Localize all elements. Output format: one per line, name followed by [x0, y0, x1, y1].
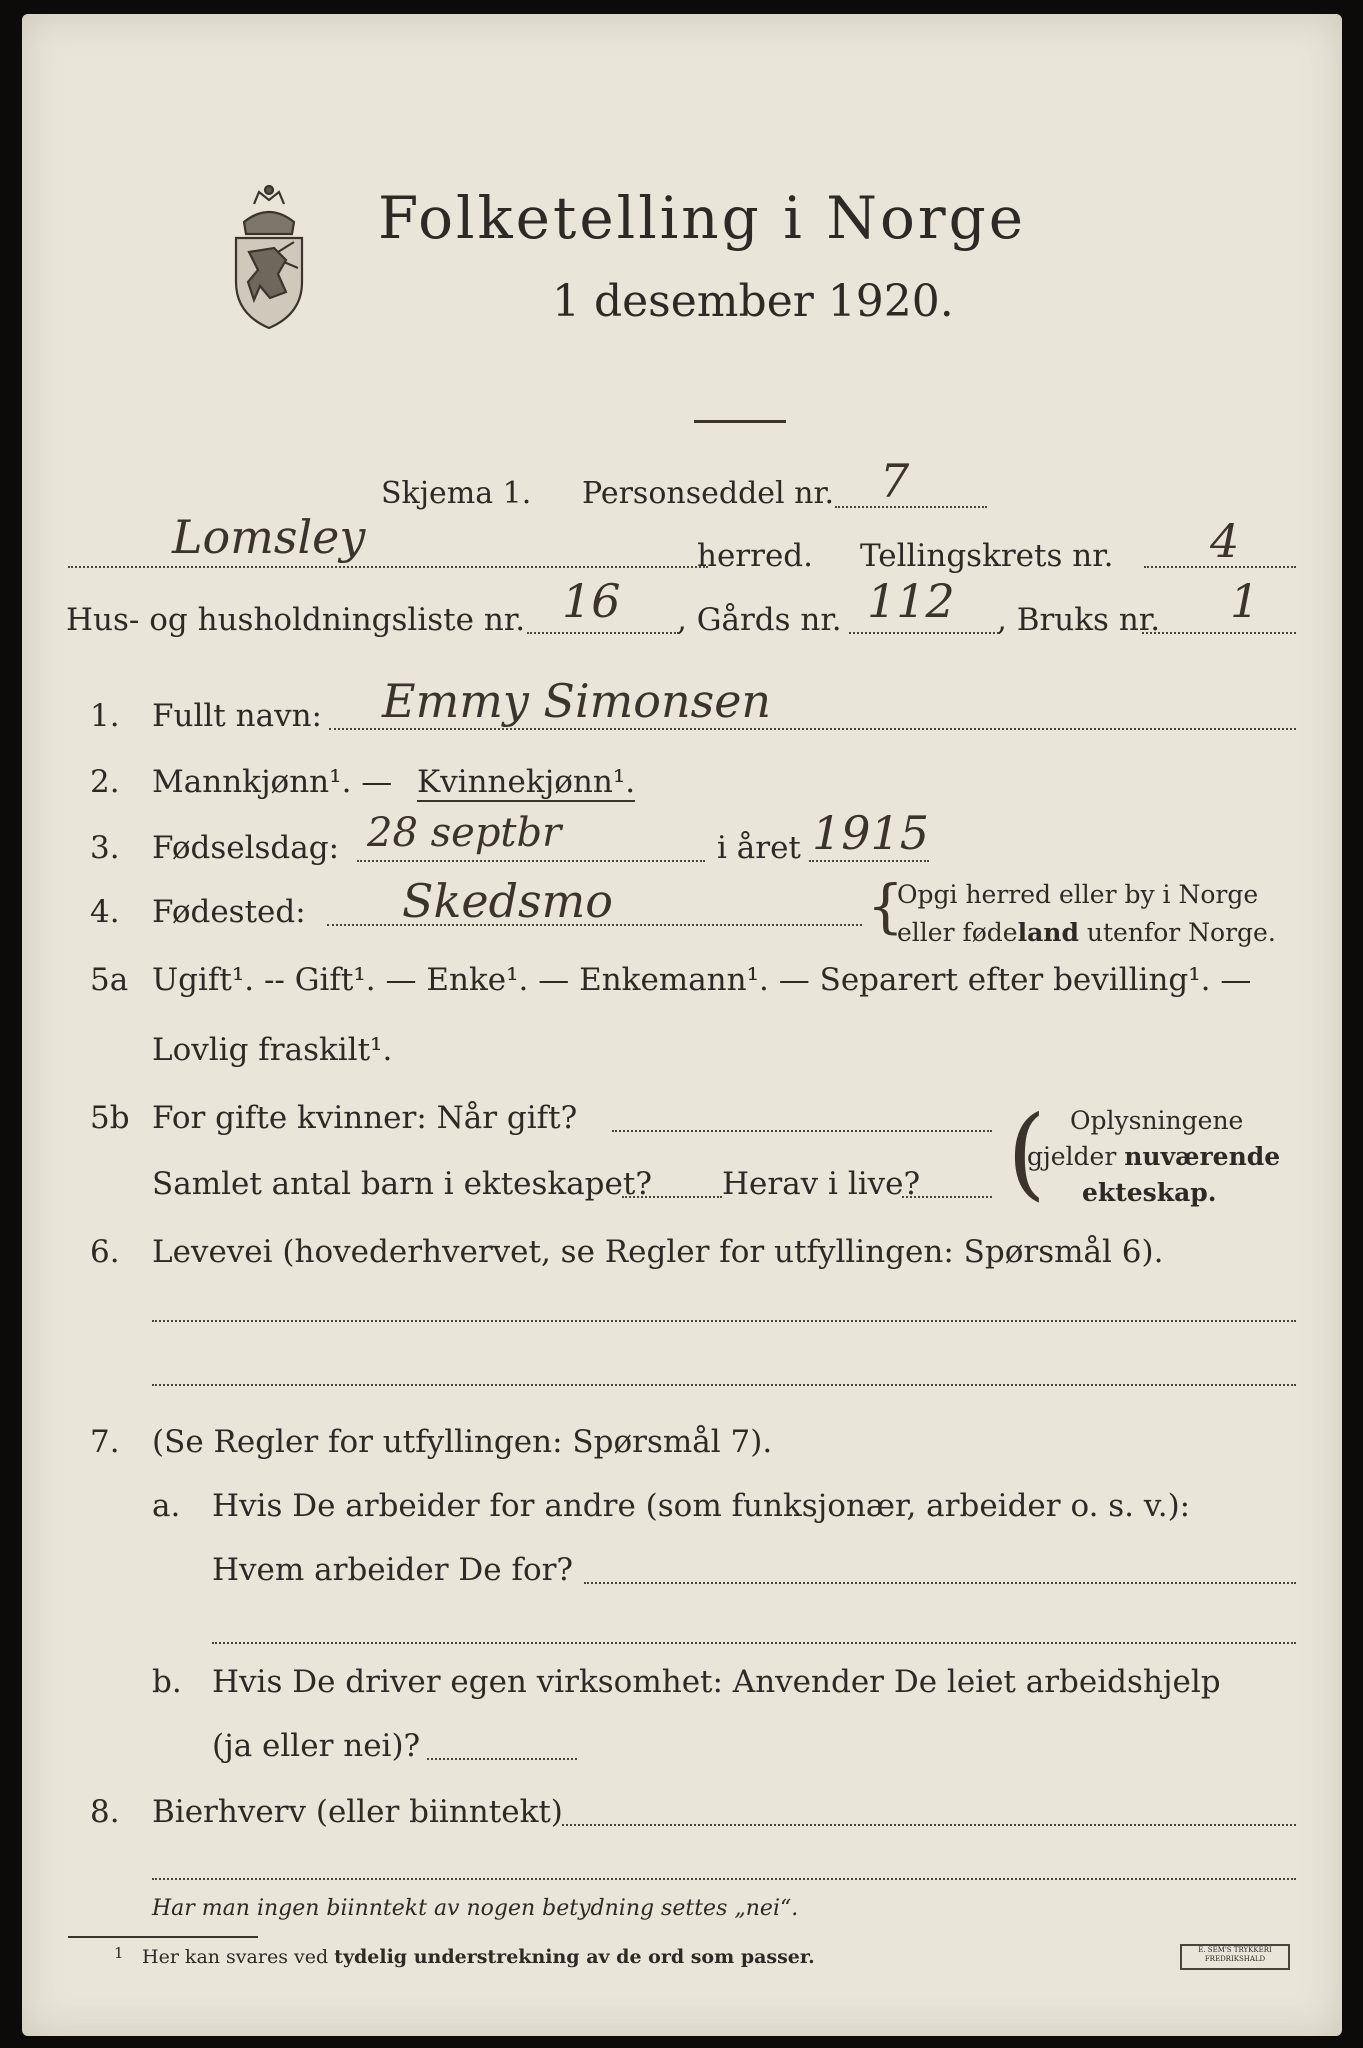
q1-label: Fullt navn:: [152, 698, 322, 734]
q2-male-option[interactable]: Mannkjønn¹. —: [152, 764, 393, 800]
q5b-married-label: For gifte kvinner: Når gift?: [152, 1100, 578, 1136]
q4-brace: {: [867, 872, 904, 940]
tellingskrets-label: Tellingskrets nr.: [860, 538, 1114, 574]
q8-number: 8.: [90, 1794, 120, 1830]
q7b-yes-no-line[interactable]: [427, 1758, 577, 1760]
q5b-note-part-a: gjelder: [1027, 1142, 1125, 1171]
herred-label: herred.: [697, 538, 813, 574]
q8-extra-line[interactable]: [152, 1878, 1296, 1880]
footnote-number: 1: [114, 1944, 124, 1962]
q6-label: Levevei (hovederhvervet, se Regler for utfyllingen: Spørsmål 6).: [152, 1234, 1164, 1270]
q1-number: 1.: [90, 698, 120, 734]
q4-birthplace-value[interactable]: Skedsmo: [402, 874, 613, 928]
q5a-number: 5a: [90, 962, 129, 998]
q4-note-line2: [897, 918, 1276, 947]
q4-label: Fødested:: [152, 894, 306, 930]
bruks-label: , Bruks nr.: [997, 602, 1161, 638]
form-title: Folketelling i Norge: [378, 184, 1027, 252]
printer-stamp-line1: E. SEM'S TRYKKERI: [1198, 1946, 1272, 1954]
q5a-options[interactable]: Ugift¹. -- Gift¹. — Enke¹. — Enkemann¹. — Separert efter bevilling¹. —: [152, 962, 1252, 998]
q8-label: Bierhverv (eller biinntekt): [152, 1794, 563, 1830]
q3-year-label: i året: [717, 830, 801, 866]
q7a-letter: a.: [152, 1488, 181, 1524]
title-divider: [694, 420, 786, 423]
printer-stamp: [1180, 1944, 1290, 1970]
gards-line: [849, 632, 999, 634]
q7b-label: Hvis De driver egen virksomhet: Anvender De leiet arbeidshjelp: [212, 1664, 1221, 1700]
bruks-value[interactable]: 1: [1230, 574, 1260, 628]
printer-stamp-line2: FREDRIKSHALD: [1204, 1955, 1266, 1963]
q7-label: (Se Regler for utfyllingen: Spørsmål 7).: [152, 1424, 773, 1460]
footnote-part-b: tydelig understrekning av de ord som passer.: [334, 1946, 815, 1968]
q2-female-option[interactable]: Kvinnekjønn¹.: [417, 764, 636, 800]
q4-note-part-b: land: [1017, 918, 1079, 947]
q5b-note-part-b: nuværende: [1124, 1142, 1281, 1171]
q7-number: 7.: [90, 1424, 120, 1460]
q3-year-value[interactable]: 1915: [812, 806, 930, 860]
hus-value[interactable]: 16: [562, 574, 621, 628]
q6-line-1[interactable]: [152, 1320, 1296, 1322]
q7b-yes-no-label: (ja eller nei)?: [212, 1728, 421, 1764]
q4-note-part-a: eller føde: [897, 918, 1018, 947]
herred-line: [68, 566, 708, 568]
gards-label: , Gårds nr.: [677, 602, 842, 638]
q4-note-line1: Opgi herred eller by i Norge: [897, 880, 1259, 909]
bruks-line: [1142, 632, 1296, 634]
personseddel-value[interactable]: 7: [880, 454, 910, 508]
q5b-note-line1: Oplysningene: [1070, 1106, 1244, 1135]
gards-value[interactable]: 112: [867, 574, 955, 628]
q3-year-line: [809, 860, 929, 862]
tellingskrets-value[interactable]: 4: [1210, 514, 1240, 568]
q1-line: [329, 728, 1296, 730]
q5b-alive-label: Herav i live?: [722, 1166, 921, 1202]
q3-birthday-value[interactable]: 28 septbr: [367, 810, 562, 856]
q2-number: 2.: [90, 764, 120, 800]
q7a-label: Hvis De arbeider for andre (som funksjonær, arbeider o. s. v.):: [212, 1488, 1191, 1524]
q1-value[interactable]: Emmy Simonsen: [382, 674, 772, 728]
footnote-text: [142, 1946, 815, 1968]
q5b-children-label: Samlet antal barn i ekteskapet?: [152, 1166, 652, 1202]
census-form-page: [22, 14, 1342, 2036]
personseddel-line: [835, 506, 987, 508]
q4-number: 4.: [90, 894, 120, 930]
footnote-part-a: Her kan svares ved: [142, 1946, 335, 1968]
q7a-employer-label: Hvem arbeider De for?: [212, 1552, 574, 1588]
q6-line-2[interactable]: [152, 1384, 1296, 1386]
q5b-note-line2: [1027, 1142, 1280, 1171]
q7a-extra-line[interactable]: [212, 1642, 1296, 1644]
skjema-label: Skjema 1.: [381, 476, 532, 511]
q7b-letter: b.: [152, 1664, 182, 1700]
q5b-number: 5b: [90, 1100, 130, 1136]
herred-value[interactable]: Lomsley: [172, 510, 366, 564]
personseddel-label: Personseddel nr.: [582, 476, 835, 511]
q3-number: 3.: [90, 830, 120, 866]
q3-day-line: [357, 860, 705, 862]
footer-note: Har man ingen biinntekt av nogen betydning settes „nei“.: [152, 1896, 799, 1921]
q5b-children-line: [622, 1196, 722, 1198]
coat-of-arms-icon: [214, 182, 324, 332]
q5b-married-line: [612, 1130, 992, 1132]
q5b-alive-line: [902, 1196, 992, 1198]
q3-label: Fødselsdag:: [152, 830, 340, 866]
q5b-brace: (: [1007, 1094, 1047, 1211]
q7a-employer-line[interactable]: [584, 1582, 1296, 1584]
form-date: 1 desember 1920.: [552, 276, 954, 327]
footnote-divider: [68, 1936, 258, 1938]
hus-line: [527, 632, 679, 634]
q5a-options-line2[interactable]: Lovlig fraskilt¹.: [152, 1032, 393, 1068]
q5b-note-line3: ekteskap.: [1082, 1178, 1217, 1207]
q8-line[interactable]: [562, 1824, 1296, 1826]
q4-note-part-c: utenfor Norge.: [1078, 918, 1276, 947]
q6-number: 6.: [90, 1234, 120, 1270]
hus-label: Hus- og husholdningsliste nr.: [66, 602, 526, 638]
